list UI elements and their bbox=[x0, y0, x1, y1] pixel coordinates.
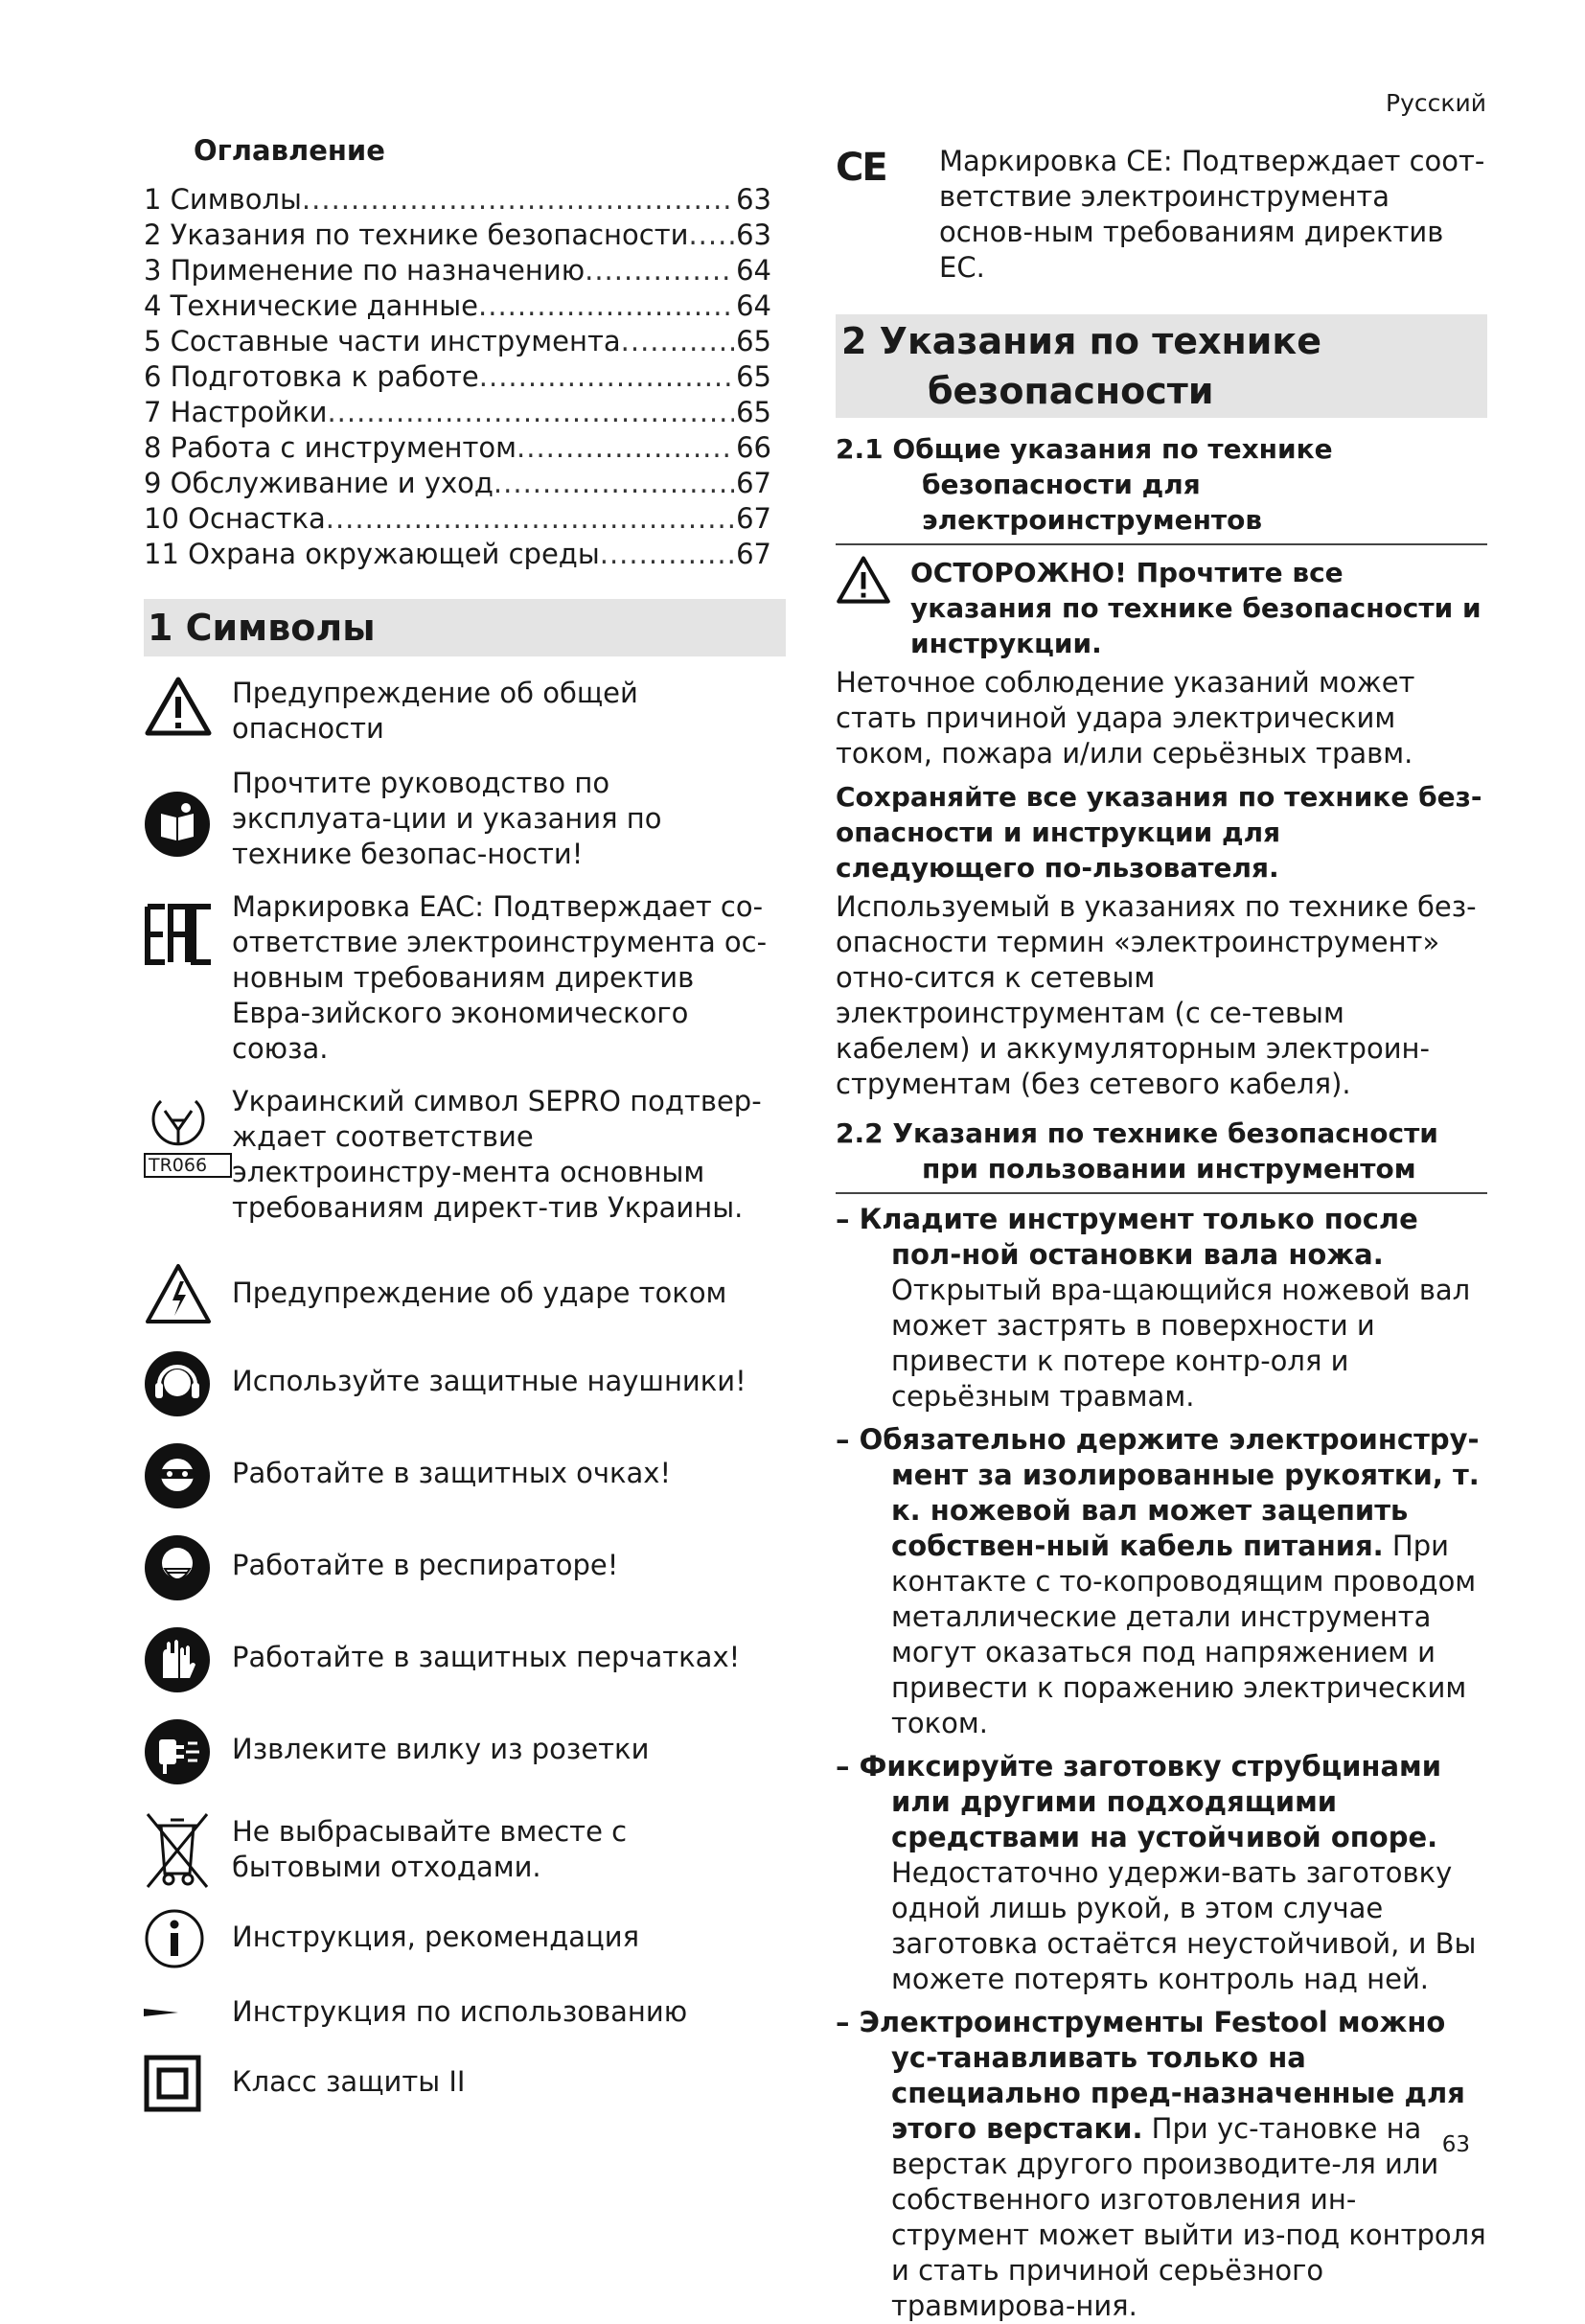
symbol-text: Работайте в респираторе! bbox=[232, 1549, 619, 1581]
section-2-heading: 2 Указания по технике безопасности bbox=[836, 314, 1487, 418]
ce-mark-icon: CE bbox=[836, 146, 886, 190]
warning-text: ОСТОРОЖНО! Прочтите все указания по технике безопасности и инструкции. bbox=[910, 557, 1482, 659]
toc-title: Оглавление bbox=[194, 134, 385, 167]
subsection-2-1-heading: 2.1 Общие указания по технике безопасности для электроинструментов bbox=[836, 431, 1487, 545]
symbol-row bbox=[144, 1262, 786, 1325]
pointer-icon bbox=[144, 2006, 182, 2019]
toc-item[interactable]: 9 Обслуживание и уход ..... 67 bbox=[144, 466, 771, 501]
symbol-row bbox=[144, 1626, 786, 1693]
toc-list bbox=[144, 182, 786, 572]
symbol-row bbox=[144, 1908, 786, 1969]
general-warning-icon bbox=[836, 555, 891, 605]
toc-item[interactable]: 2 Указания по технике безопасности ..... 63 bbox=[144, 218, 771, 253]
toc-item[interactable]: 10 Оснастка ..... 67 bbox=[144, 501, 771, 537]
sepro-label: TR066 bbox=[144, 1153, 232, 1178]
list-item: – Обязательно держите электроинстру-мент за изолированные рукоятки, т. к. ножевой вал может зацепить собствен-ный кабель питания. При контакте с то-копроводящим проводом металлические детали инструмента могут оказаться под напряжением и привести к поражению электрическим током. bbox=[836, 1423, 1480, 1739]
toc-item[interactable]: 5 Составные части инструмента ..... 65 bbox=[144, 324, 771, 359]
left-column bbox=[144, 134, 786, 2112]
eac-mark-icon bbox=[144, 903, 215, 966]
symbol-text: Извлеките вилку из розетки bbox=[232, 1733, 650, 1765]
section-1-heading: 1 Символы bbox=[144, 599, 786, 656]
toc-item[interactable]: 11 Охрана окружающей среды ..... 67 bbox=[144, 537, 771, 572]
weee-bin-icon bbox=[144, 1810, 211, 1891]
symbol-row bbox=[144, 1084, 786, 1226]
symbol-row bbox=[144, 1350, 786, 1417]
list-item: – Электроинструменты Festool можно ус-танавливать только на специально пред-назначенные для этого верстаки. При ус-тановке на верстак другого производите-ля или собственного изготовления ин-струмент может выйти из-под контроля и стать причиной серьёзного травмирова-ния. bbox=[836, 2006, 1486, 2322]
symbol-row bbox=[144, 1442, 786, 1509]
symbol-text: Предупреждение об общей опасности bbox=[232, 677, 638, 745]
symbol-text: Украинский символ SEPRO подтвер-ждает соответствие электроинстру-мента основным требованиям директ-тив Украины. bbox=[232, 1085, 762, 1224]
symbol-row bbox=[144, 1718, 786, 1785]
symbol-row bbox=[144, 1810, 786, 1891]
language-label: Русский bbox=[1386, 89, 1486, 117]
info-icon bbox=[144, 1908, 205, 1969]
protection-class-ii-icon bbox=[144, 2055, 201, 2112]
symbol-row bbox=[144, 1534, 786, 1601]
electric-shock-icon bbox=[144, 1262, 213, 1325]
symbol-text: Маркировка EAC: Подтверждает со-ответствие электроинструмента ос-новным требованиям директив Евра-зийского экономического союза. bbox=[232, 890, 768, 1065]
paragraph: Неточное соблюдение указаний может стать причиной удара электрическим током, пожара и/или серьёзных травм. bbox=[836, 666, 1415, 770]
right-column bbox=[836, 144, 1487, 2324]
general-warning-icon bbox=[144, 676, 213, 737]
ce-text: Маркировка CE: Подтверждает соот-ветствие электроинструмента основ-ным требованиям директив ЕС. bbox=[939, 145, 1485, 284]
subsection-2-2-heading: 2.2 Указания по технике безопасности при пользовании инструментом bbox=[836, 1116, 1487, 1194]
ce-block bbox=[836, 144, 1487, 286]
symbol-text: Инструкция по использованию bbox=[232, 1995, 688, 2028]
sepro-icon bbox=[144, 1092, 213, 1153]
respirator-icon bbox=[144, 1534, 211, 1601]
list-item: – Кладите инструмент только после пол-ной остановки вала ножа. Открытый вра-щающийся ножевой вал может застрять в поверхности и привести к потере контр-оля и серьёзным травмам. bbox=[836, 1203, 1471, 1413]
symbols-list bbox=[144, 676, 786, 2112]
symbol-text: Прочтите руководство по эксплуата-ции и указания по технике безопас-ности! bbox=[232, 767, 662, 870]
symbol-row bbox=[144, 766, 786, 872]
toc-item[interactable]: 6 Подготовка к работе ..... 65 bbox=[144, 359, 771, 395]
toc-item[interactable]: 7 Настройки ..... 65 bbox=[144, 395, 771, 430]
paragraph-bold: Сохраняйте все указания по технике без-опасности и инструкции для следующего по-льзователя. bbox=[836, 781, 1482, 884]
list-item: – Фиксируйте заготовку струбцинами или другими подходящими средствами на устойчивой опоре. Недостаточно удержи-вать заготовку одной лишь рукой, в этом случае заготовка остаётся неустойчивой, и Вы можете потерять контроль над ней. bbox=[836, 1750, 1477, 1995]
symbol-row bbox=[144, 676, 786, 747]
symbol-text: Используйте защитные наушники! bbox=[232, 1365, 747, 1397]
toc-item[interactable]: 1 Символы ..... 63 bbox=[144, 182, 771, 218]
ear-protection-icon bbox=[144, 1350, 211, 1417]
symbol-row bbox=[144, 1994, 786, 2030]
toc-item[interactable]: 3 Применение по назначению ..... 64 bbox=[144, 253, 771, 288]
symbol-text: Инструкция, рекомендация bbox=[232, 1921, 640, 1953]
warning-block bbox=[836, 555, 1487, 661]
symbol-text: Не выбрасывайте вместе с бытовыми отходами. bbox=[232, 1815, 628, 1883]
paragraph: Используемый в указаниях по технике без-опасности термин «электроинструмент» отно-сится к сетевым электроинструментам (с се-тевым кабелем) и аккумуляторным электроин-струментам (без сетевого кабеля). bbox=[836, 890, 1477, 1100]
toc-item[interactable]: 4 Технические данные ..... 64 bbox=[144, 288, 771, 324]
safety-list bbox=[836, 1202, 1487, 2324]
page-number: 63 bbox=[1441, 2132, 1470, 2157]
unplug-icon bbox=[144, 1718, 211, 1785]
toc-item[interactable]: 8 Работа с инструментом ..... 66 bbox=[144, 430, 771, 466]
symbol-text: Работайте в защитных перчатках! bbox=[232, 1641, 741, 1673]
read-manual-icon bbox=[144, 791, 211, 858]
symbol-text: Класс защиты II bbox=[232, 2065, 466, 2098]
symbol-text: Предупреждение об ударе током bbox=[232, 1277, 727, 1309]
symbol-row bbox=[144, 2055, 786, 2112]
gloves-icon bbox=[144, 1626, 211, 1693]
eye-protection-icon bbox=[144, 1442, 211, 1509]
symbol-row bbox=[144, 889, 786, 1067]
symbol-text: Работайте в защитных очках! bbox=[232, 1457, 672, 1489]
